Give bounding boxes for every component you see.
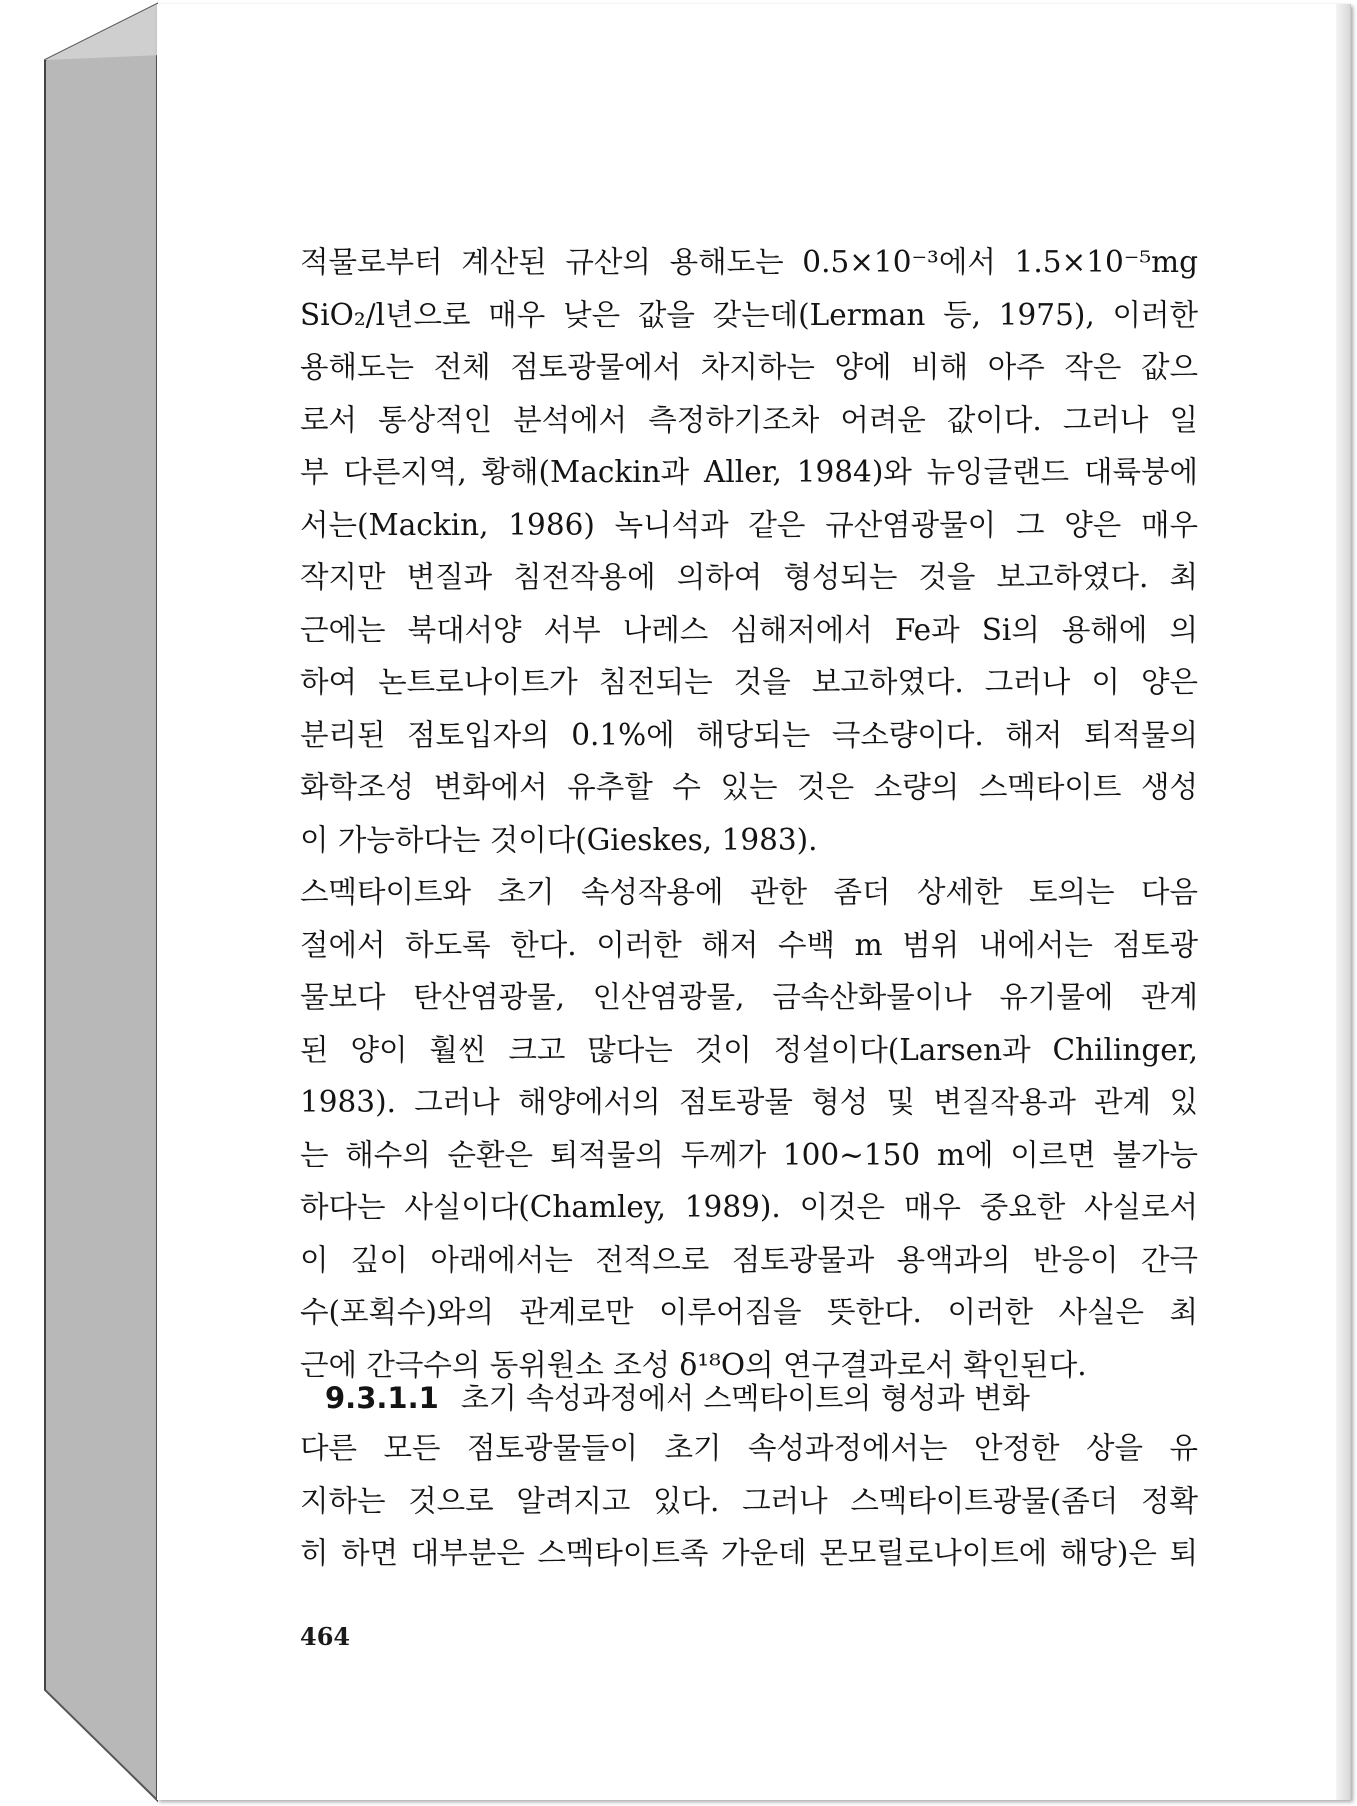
paragraph-3: [300, 1422, 1198, 1580]
text-line: 화학조성 변화에서 유추할 수 있는 것은 소량의 스멕타이트 생성: [300, 770, 1198, 804]
text-line: 적물로부터 계산된 규산의 용해도는 0.5×10⁻³에서 1.5×10⁻⁵mg: [300, 245, 1198, 279]
text-line: 스멕타이트와 초기 속성작용에 관한 좀더 상세한 토의는 다음: [300, 875, 1198, 909]
text-line: 부 다른지역, 황해(Mackin과 Aller, 1984)와 뉴잉글랜드 대륙붕에: [300, 455, 1198, 489]
text-line: 용해도는 전체 점토광물에서 차지하는 양에 비해 아주 작은 값으: [300, 350, 1198, 384]
text-line: 작지만 변질과 침전작용에 의하여 형성되는 것을 보고하였다. 최: [300, 560, 1198, 594]
text-line: 는 해수의 순환은 퇴적물의 두께가 100~150 m에 이르면 불가능: [300, 1137, 1198, 1172]
text-line: 하여 논트로나이트가 침전되는 것을 보고하였다. 그러나 이 양은: [300, 665, 1198, 699]
text-line: 히 하면 대부분은 스멕타이트족 가운데 몬모릴로나이트에 해당)은 퇴: [300, 1536, 1198, 1570]
text-line: SiO₂/l년으로 매우 낮은 값을 갖는데(Lerman 등, 1975), 이러한: [300, 297, 1198, 332]
text-line: 근에는 북대서양 서부 나레스 심해저에서 Fe과 Si의 용해에 의: [300, 612, 1198, 647]
section-number: 9.3.1.1: [325, 1381, 439, 1415]
text-line: 분리된 점토입자의 0.1%에 해당되는 극소량이다. 해저 퇴적물의: [300, 717, 1198, 752]
text-line: 하다는 사실이다(Chamley, 1989). 이것은 매우 중요한 사실로서: [300, 1190, 1198, 1224]
text-line: 1983). 그러나 해양에서의 점토광물 형성 및 변질작용과 관계 있: [300, 1085, 1198, 1119]
text-line: 근에 간극수의 동위원소 조성 δ¹⁸O의 연구결과로서 확인된다.: [300, 1347, 1087, 1382]
section-title: 초기 속성과정에서 스멕타이트의 형성과 변화: [460, 1381, 1030, 1415]
text-line: 다른 모든 점토광물들이 초기 속성과정에서는 안정한 상을 유: [300, 1431, 1198, 1465]
text-line: 된 양이 훨씬 크고 많다는 것이 정설이다(Larsen과 Chilinger,: [300, 1032, 1198, 1067]
text-line: 이 깊이 아래에서는 전적으로 점토광물과 용액과의 반응이 간극: [300, 1242, 1198, 1277]
text-line: 로서 통상적인 분석에서 측정하기조차 어려운 값이다. 그러나 일: [300, 402, 1198, 437]
section-heading: [325, 1373, 1185, 1423]
text-line: 수(포획수)와의 관계로만 이루어짐을 뜻한다. 이러한 사실은 최: [300, 1295, 1198, 1329]
text-line: 서는(Mackin, 1986) 녹니석과 같은 규산염광물이 그 양은 매우: [300, 507, 1198, 542]
text-line: 지하는 것으로 알려지고 있다. 그러나 스멕타이트광물(좀더 정확: [300, 1483, 1198, 1518]
paragraph-1: [300, 236, 1198, 1391]
page-edge: [1336, 4, 1350, 1800]
page-number: 464: [300, 1622, 351, 1651]
text-line: 물보다 탄산염광물, 인산염광물, 금속산화물이나 유기물에 관계: [300, 980, 1198, 1014]
text-line: 절에서 하도록 한다. 이러한 해저 수백 m 범위 내에서는 점토광: [300, 927, 1198, 962]
text-line: 이 가능하다는 것이다(Gieskes, 1983).: [300, 822, 818, 857]
